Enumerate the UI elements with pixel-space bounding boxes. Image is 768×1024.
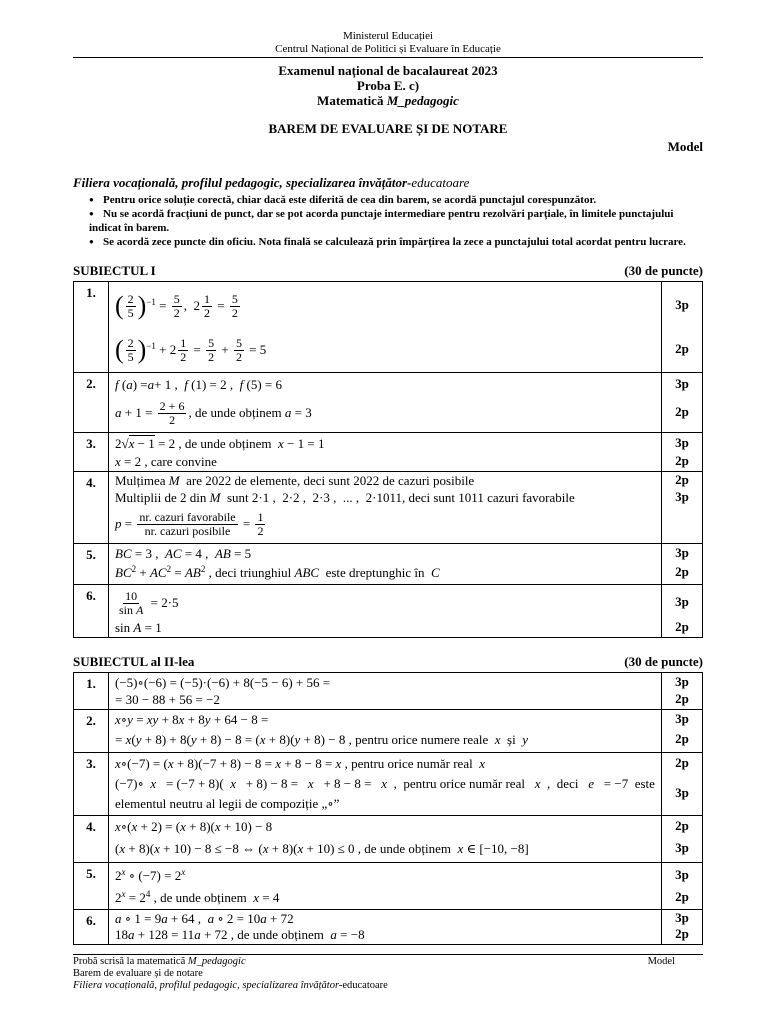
item-points: 3p 2p (662, 863, 703, 910)
item-number: 1. (74, 673, 109, 710)
item-points: 3p 2p (662, 544, 703, 585)
issuer-header (73, 30, 703, 56)
rule-item: ● Nu se acordă fracțiuni de punct, dar se pot acorda punctaje intermediare pentru rezolvări parțiale, în limitele punctajului indicat în barem. (73, 207, 703, 235)
item-number: 2. (74, 373, 109, 433)
table-row (74, 373, 703, 433)
table-row (74, 710, 703, 753)
item-points: 3p 2p (662, 910, 703, 945)
rule-item: ● Pentru orice soluție corectă, chiar dacă este diferită de cea din barem, se acordă punctajul corespunzător. (73, 193, 703, 207)
footer-model: Model (647, 956, 675, 967)
table-row (74, 673, 703, 710)
item-content: x ∘( x + 2) = ( x + 8)( x + 10) − 8 ( x + 8)( x + 10) − 8 ≤ −8 ⇔ ( x + 8)( x + 10) ≤ 0 , de unde obținem x ∈ [−10, −8] (109, 816, 662, 863)
item-number: 2. (74, 710, 109, 753)
item-content: x ∘(−7) = ( x + 8)(−7 + 8) − 8 = x + 8 − 8 = x , pentru orice număr real x (−7)∘ x = (−7 + 8)( x + 8) − 8 = x + 8 − 8 = x , pentru orice număr real x , deci e = −7 este elementul neutru al legii de compoziție „∘” (109, 753, 662, 816)
footer-line-3: Filiera vocațională, profilul pedagogic, specializarea învățător-educatoare (73, 980, 388, 991)
subject-1-title: SUBIECTUL I (73, 263, 156, 278)
item-content: (−5)∘(−6) = (−5)·(−6) + 8(−5 − 6) + 56 = = 30 − 88 + 56 = −2 (109, 673, 662, 710)
subject-1-table (73, 281, 703, 638)
item-content: BC = 3 , AC = 4 , AB = 5 BC 2 + AC 2 = AB 2 , deci triunghiul ABC este dreptunghic în C (109, 544, 662, 585)
table-row (74, 433, 703, 472)
rule-item: ● Se acordă zece puncte din oficiu. Nota finală se calculează prin împărțirea la zece a punctajului total acordat pentru lucrare. (73, 235, 703, 249)
item-points: 3p 2p (662, 282, 703, 373)
item-content: $\frac{10}{\text{sin A}}$ = 2·5 sin A = 1 (109, 585, 662, 638)
item-number: 3. (74, 433, 109, 472)
exam-line-3: Matematică M_pedagogic (317, 93, 459, 108)
subject-1-points: (30 de puncte) (624, 263, 703, 278)
exam-title (73, 63, 703, 108)
table-row (74, 472, 703, 544)
item-points: 3p 2p (662, 585, 703, 638)
item-points: 3p 2p (662, 710, 703, 753)
footer-line-2: Barem de evaluare și de notare (73, 968, 203, 979)
ministry-name: Ministerul Educației (342, 30, 434, 42)
item-number: 4. (74, 816, 109, 863)
item-points: 3p 2p (662, 673, 703, 710)
item-number: 5. (74, 544, 109, 585)
exam-line-1: Examenul național de bacalaureat 2023 (278, 63, 498, 78)
item-content: 2 x ∘ (−7) = 2 x 2 x = 2 4 , de unde obținem x = 4 (109, 863, 662, 910)
subject-2-title: SUBIECTUL al II-lea (73, 654, 195, 669)
item-points: 2p 3p (662, 472, 703, 544)
item-number: 3. (74, 753, 109, 816)
subject-2-heading (73, 654, 703, 670)
item-content: x ∘ y = xy + 8 x + 8 y + 64 − 8 = = x ( y + 8) + 8( y + 8) − 8 = ( x + 8)( y + 8) − 8 , pentru orice numere reale x și y (109, 710, 662, 753)
item-content: ( $\frac{2}{5}$ ) −1 = $\frac{5}{2}$ , 2 $\frac{1}{2}$ = $\frac{5}{2}$ ( $\frac{2}{5}$ ) −1 + 2 $\frac{1}{2}$ = $\frac{5}{2}$ + $\frac{5}{2}$ = 5 (109, 282, 662, 373)
exam-line-2: Proba E. c) (356, 78, 420, 93)
item-points: 3p 2p (662, 373, 703, 433)
item-content: 2√ x − 1 = 2 , de unde obținem x − 1 = 1 x = 2 , care convine (109, 433, 662, 472)
table-row (74, 753, 703, 816)
item-content: Mulțimea M are 2022 de elemente, deci sunt 2022 de cazuri posibile Multiplii de 2 din M sunt 2·1 , 2·2 , 2·3 , ... , 2·1011, deci sunt 1011 cazuri favorabile p = $\frac{\text{nr. cazuri favorabile}}{\text{nr. cazuri posibile}}$ = $\frac{1}{2}$ (109, 472, 662, 544)
subject-2-table (73, 672, 703, 945)
item-content: a ∘ 1 = 9 a + 64 , a ∘ 2 = 10 a + 72 18 a + 128 = 11 a + 72 , de unde obținem a = −8 (109, 910, 662, 945)
item-points: 2p 3p (662, 816, 703, 863)
filiera-heading: Filiera vocațională, profilul pedagogic, specializarea învățător-educatoare (73, 175, 470, 190)
item-number: 6. (74, 585, 109, 638)
item-content: f ( a ) = a + 1 , f (1) = 2 , f (5) = 6 a + 1 = $\frac{2 + 6}{2}$ , de unde obținem a = 3 (109, 373, 662, 433)
footer-line-1: Probă scrisă la matematică M_pedagogic Model (73, 956, 675, 967)
subject-1-heading (73, 263, 703, 279)
center-name: Centrul Național de Politici și Evaluare în Educație (275, 43, 501, 55)
barem-title: BAREM DE EVALUARE ȘI DE NOTARE (268, 121, 508, 136)
model-label: Model (667, 139, 703, 154)
item-number: 6. (74, 910, 109, 945)
page-footer (73, 954, 703, 992)
table-row (74, 282, 703, 373)
item-points: 2p 3p (662, 753, 703, 816)
table-row (74, 816, 703, 863)
item-number: 4. (74, 472, 109, 544)
table-row (74, 585, 703, 638)
table-row (74, 910, 703, 945)
document-page (73, 30, 703, 945)
table-row (74, 544, 703, 585)
subject-2-points: (30 de puncte) (624, 654, 703, 669)
item-points: 3p 2p (662, 433, 703, 472)
item-number: 5. (74, 863, 109, 910)
header-rule (73, 57, 703, 58)
table-row (74, 863, 703, 910)
grading-rules (73, 193, 703, 249)
item-number: 1. (74, 282, 109, 373)
